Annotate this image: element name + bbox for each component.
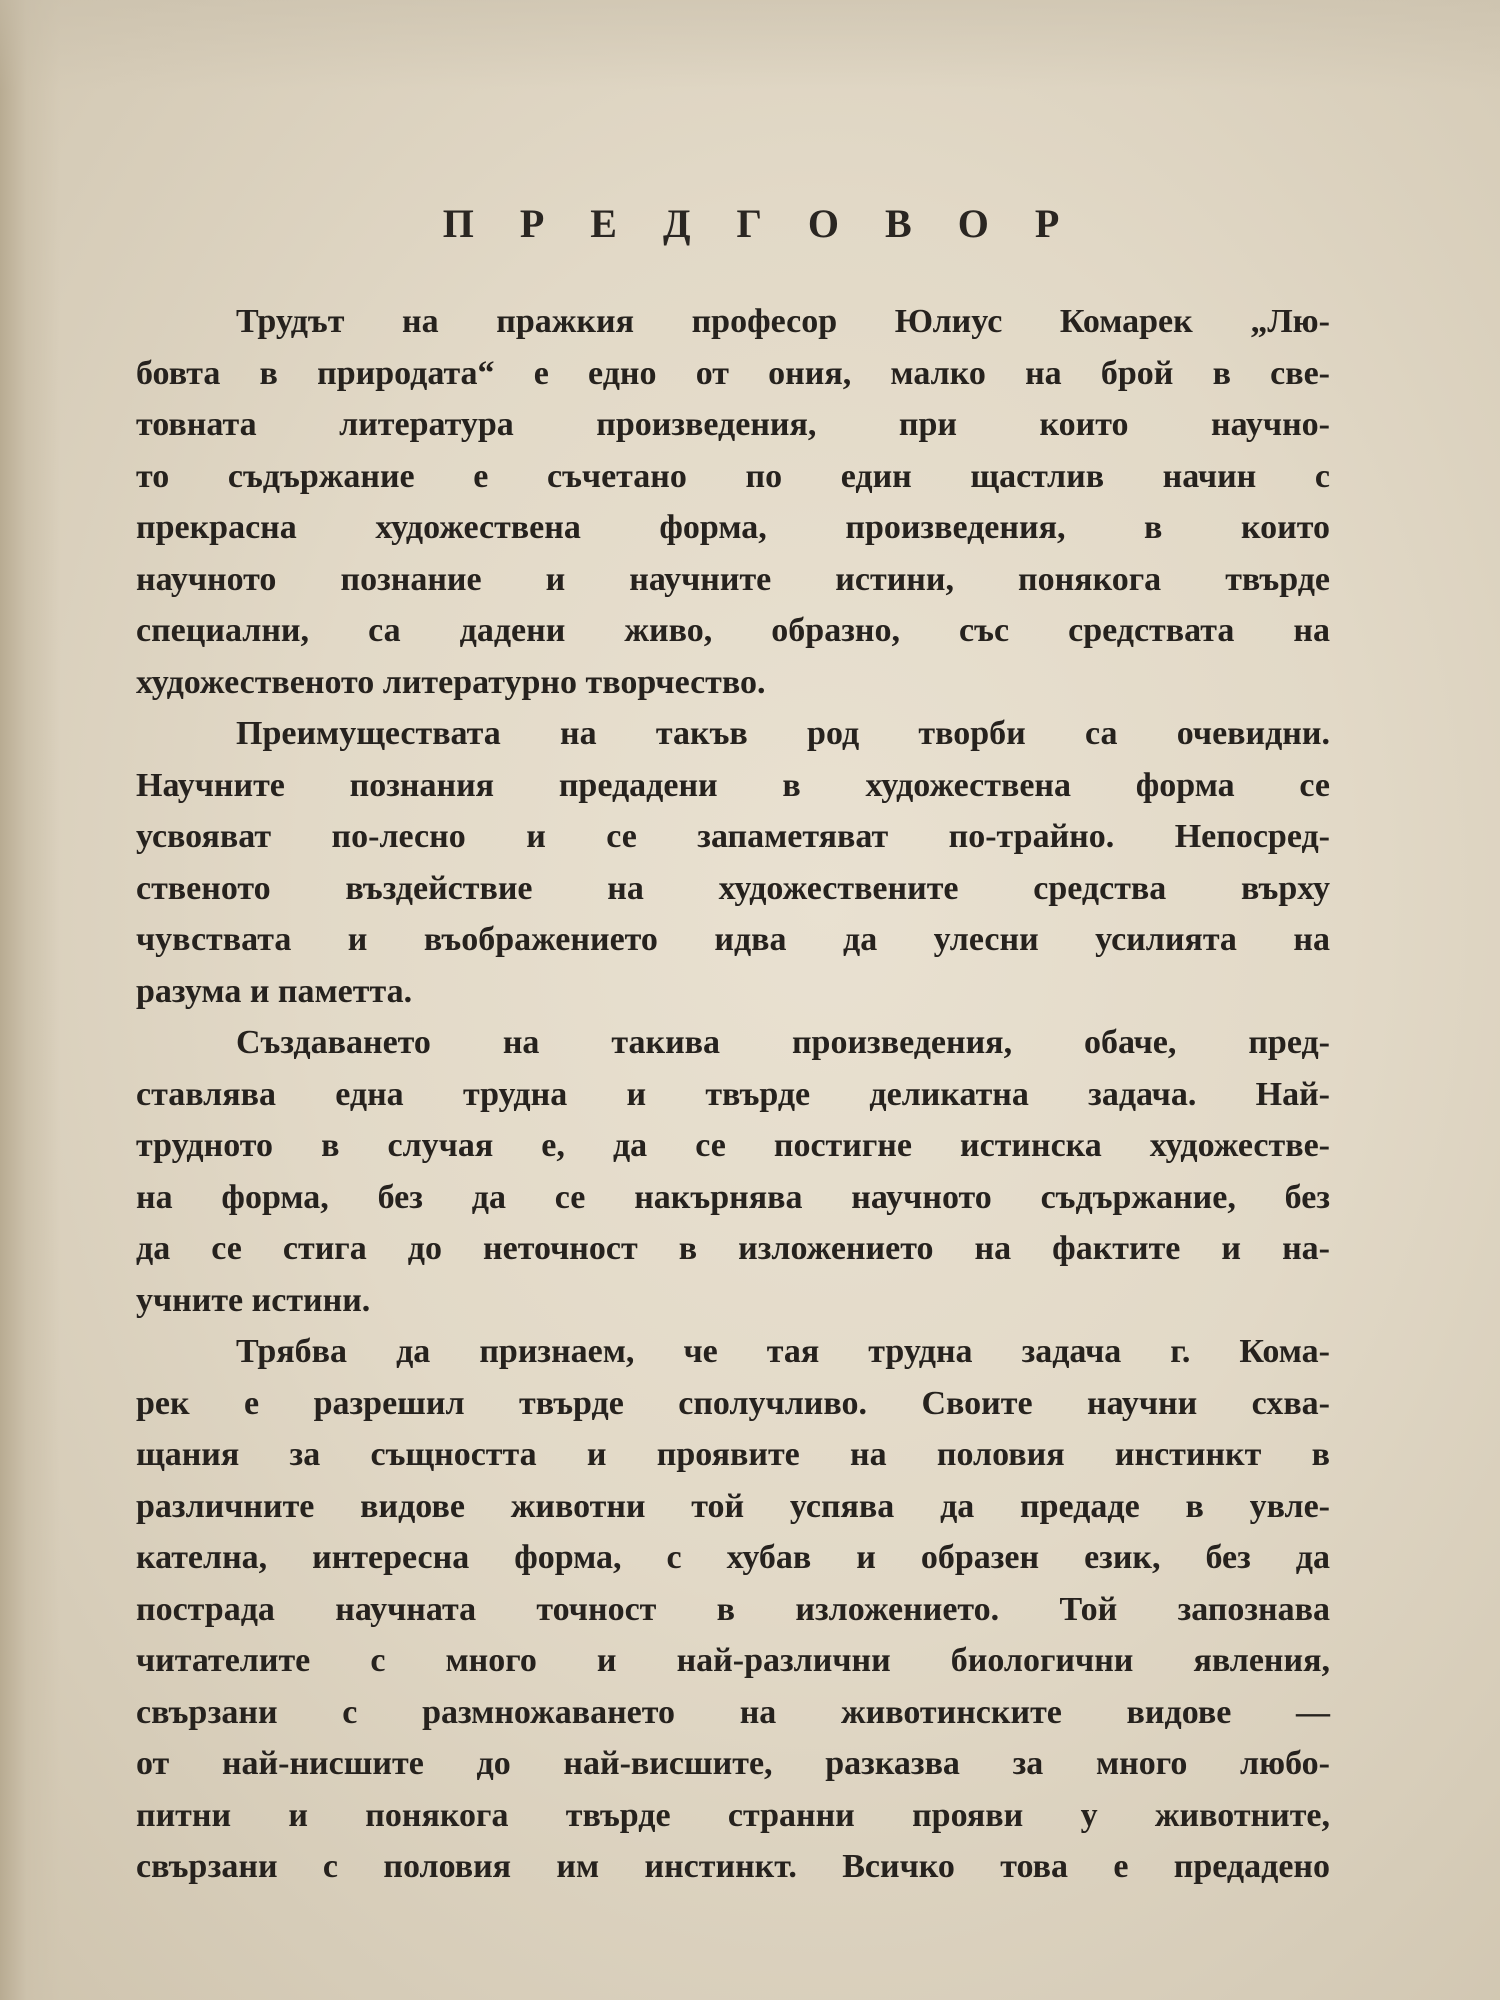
text-line: Трудът на пражкия професор Юлиус Комарек „Лю- (236, 303, 1330, 340)
text-line: учните истини. (136, 1281, 371, 1319)
text-line: художественото литературно творчество. (136, 663, 766, 701)
text-line: Създаването на такива произведения, обаче, пред- (236, 1024, 1330, 1061)
text-line: да се стига до неточност в изложението на фактите и на- (136, 1230, 1330, 1267)
text-line: Трябва да признаем, че тая трудна задача г. Кома- (236, 1333, 1330, 1370)
text-line: читателите с много и най-различни биологични явления, (136, 1642, 1330, 1679)
paragraph-3 (136, 1017, 1330, 1326)
text-line: усвояват по-лесно и се запаметяват по-трайно. Непосред- (136, 818, 1330, 855)
paragraph-2 (136, 708, 1330, 1017)
text-line: кателна, интересна форма, с хубав и образен език, без да (136, 1539, 1330, 1576)
text-line: Научните познания предадени в художествена форма се (136, 766, 1330, 804)
text-line: на форма, без да се накърнява научното съдържание, без (136, 1178, 1330, 1216)
page-gutter-shadow (0, 0, 60, 2000)
text-line: Преимуществата на такъв род творби са очевидни. (236, 715, 1330, 752)
page-title: П Р Е Д Г О В О Р (442, 201, 1078, 246)
text-line: бовта в природата“ е едно от ония, малко на брой в све- (136, 354, 1330, 392)
text-line: научното познание и научните истини, понякога твърде (136, 560, 1330, 598)
text-line: прекрасна художествена форма, произведения, в които (136, 509, 1330, 546)
text-line: щания за същността и проявите на половия инстинкт в (136, 1436, 1330, 1473)
text-line: трудното в случая е, да се постигне истинска художестве- (136, 1127, 1330, 1164)
paragraph-4 (136, 1326, 1330, 1893)
text-line: различните видове животни той успява да предаде в увле- (136, 1487, 1330, 1525)
text-line: рек е разрешил твърде сполучливо. Своите научни схва- (136, 1384, 1330, 1422)
text-line: пострада научната точност в изложението. Той запознава (136, 1590, 1330, 1628)
text-line: чувствата и въображението идва да улесни усилията на (136, 921, 1330, 958)
text-line: питни и понякога твърде странни прояви у животните, (136, 1796, 1330, 1834)
body-text (136, 296, 1330, 1893)
text-line: специални, са дадени живо, образно, със средствата на (136, 612, 1330, 649)
text-line: то съдържание е съчетано по един щастлив начин с (136, 457, 1330, 495)
text-line: от най-нисшите до най-висшите, разказва за много любо- (136, 1745, 1330, 1782)
text-line: ставлява една трудна и твърде деликатна задача. Най- (136, 1075, 1330, 1113)
text-line: ственото въздействие на художествените средства върху (136, 869, 1330, 907)
paragraph-1 (136, 296, 1330, 708)
text-line: разума и паметта. (136, 972, 413, 1010)
text-line: свързани с размножаването на животинските видове — (136, 1693, 1330, 1731)
page-top-shade (0, 0, 1500, 90)
text-line: свързани с половия им инстинкт. Всичко това е предадено (136, 1848, 1330, 1885)
text-line: товната литература произведения, при които научно- (136, 406, 1330, 443)
